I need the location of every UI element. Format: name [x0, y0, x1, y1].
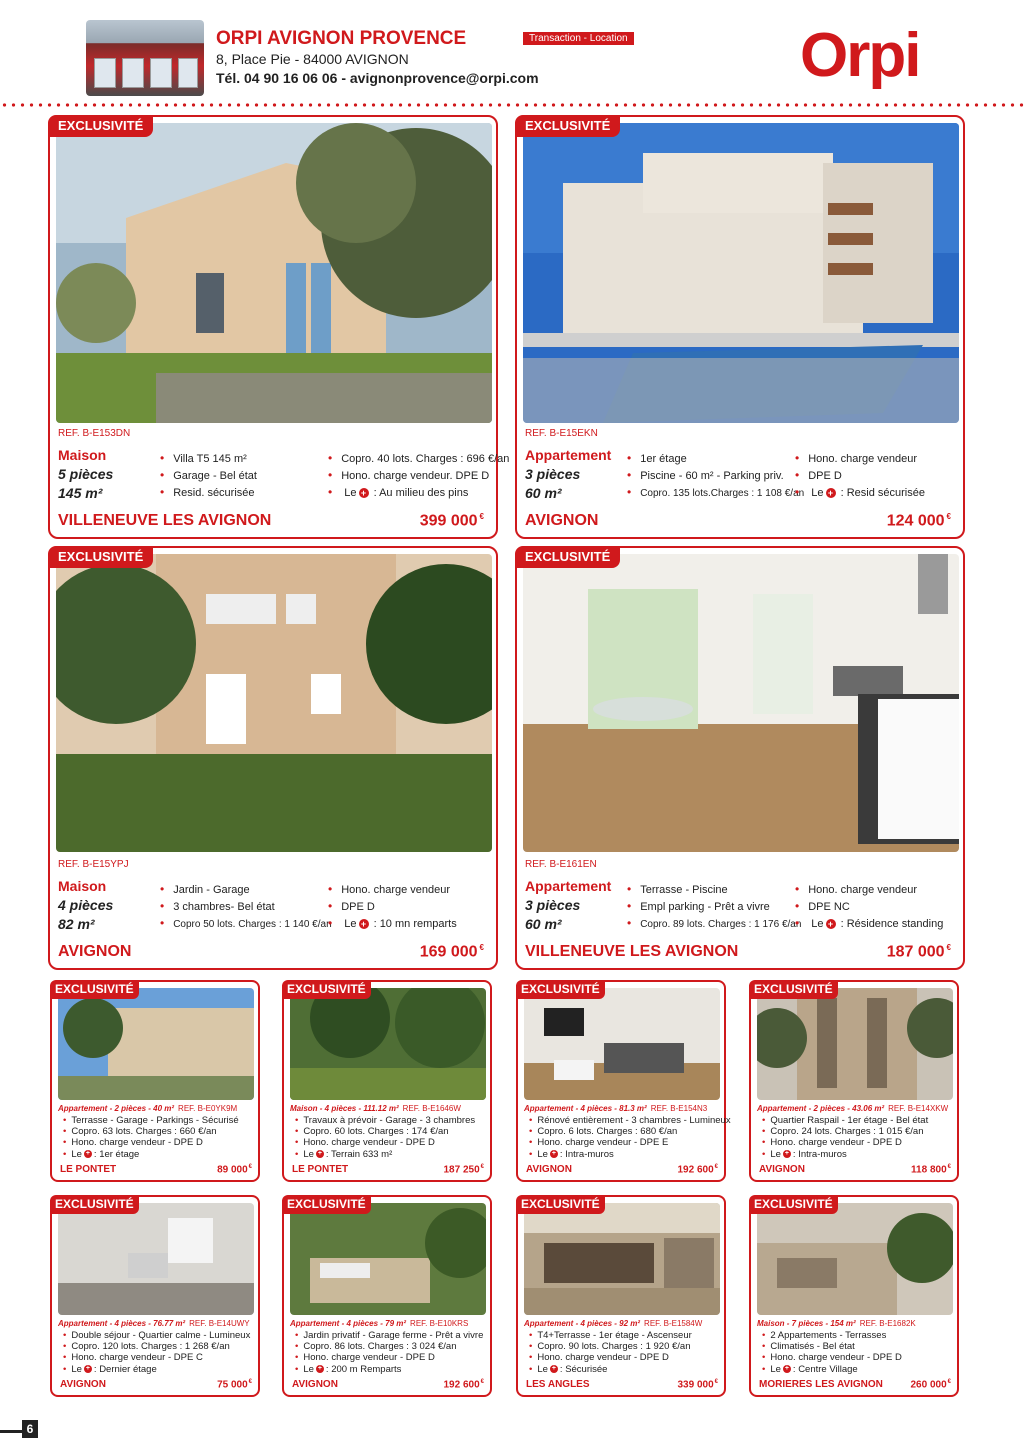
- small-listing-title: [524, 1104, 722, 1113]
- listing-ref: REF. B-E15EKN: [525, 428, 598, 439]
- highlight-text: Au milieu des pins: [379, 487, 469, 499]
- listing-photo: [58, 988, 254, 1100]
- feature-list: [295, 1330, 491, 1375]
- transaction-tag: Transaction - Location: [523, 32, 634, 45]
- plus-label: Le: [811, 918, 824, 930]
- listing-ref: REF. B-E10KRS: [410, 1319, 469, 1328]
- listing-photo: [523, 123, 959, 423]
- listing-feature: • Copro 50 lots. Charges : 1 140 €/an: [160, 916, 332, 930]
- listing-feature: • Copro. 89 lots. Charges : 1 176 €/an: [627, 916, 801, 930]
- listing-rooms: 5 pièces: [58, 466, 114, 482]
- listing-feature: • Hono. charge vendeur: [328, 882, 450, 896]
- small-listing-card[interactable]: [516, 1195, 726, 1397]
- listing-city: LES ANGLES: [526, 1379, 590, 1390]
- listing-feature: • Double séjour - Quartier calme - Lumineux: [63, 1330, 259, 1341]
- listing-feature: • Villa T5 145 m²: [160, 451, 247, 465]
- listing-price-wrap: [678, 1379, 719, 1390]
- exclusivity-badge: EXCLUSIVITÉ: [515, 546, 620, 568]
- listing-feature: • Copro. 90 lots. Charges : 1 920 €/an: [529, 1341, 725, 1352]
- listing-price: 192 600: [677, 1164, 714, 1176]
- listing-summary: Appartement - 4 pièces - 81.3 m²: [524, 1104, 647, 1113]
- currency: €: [248, 1379, 252, 1385]
- listing-feature-highlight: • Le + : Resid sécurisée: [795, 485, 925, 499]
- plus-icon: +: [359, 488, 369, 498]
- listing-feature-highlight: • Le + : 200 m Remparts: [295, 1364, 491, 1375]
- listing-city: AVIGNON: [60, 1379, 106, 1390]
- listing-city: AVIGNON: [292, 1379, 338, 1390]
- listing-feature: • T4+Terrasse - 1er étage - Ascenseur: [529, 1330, 725, 1341]
- listing-price-wrap: [217, 1379, 252, 1390]
- listing-price-wrap: [217, 1164, 252, 1175]
- listing-feature: • Hono. charge vendeur - DPE D: [295, 1137, 491, 1148]
- listing-photo: [290, 988, 486, 1100]
- listing-price: 187 250: [443, 1164, 480, 1176]
- listing-feature: • Empl parking - Prêt a vivre: [627, 899, 770, 913]
- listing-feature: • 3 chambres- Bel état: [160, 899, 275, 913]
- listing-card[interactable]: [48, 546, 498, 970]
- listing-card[interactable]: [515, 546, 965, 970]
- agency-address: 8, Place Pie - 84000 AVIGNON: [216, 51, 409, 67]
- listing-ref: REF. B-E161EN: [525, 859, 597, 870]
- listing-type: Appartement: [525, 447, 612, 463]
- currency: €: [714, 1164, 718, 1170]
- listing-city: LE PONTET: [60, 1164, 117, 1175]
- listing-price: 187 000: [886, 943, 945, 961]
- feature-list: [529, 1115, 731, 1160]
- small-listing-title: [290, 1319, 488, 1328]
- listing-ref: REF. B-E14UWY: [189, 1319, 250, 1328]
- listing-rooms: 3 pièces: [525, 466, 581, 482]
- listing-price: 260 000: [910, 1379, 947, 1391]
- highlight-text: Intra-muros: [798, 1148, 847, 1160]
- listing-summary: Appartement - 4 pièces - 79 m²: [290, 1319, 407, 1328]
- listing-feature: • Copro. 24 lots. Charges : 1 015 €/an: [762, 1126, 958, 1137]
- page-number-label: 6: [22, 1420, 38, 1438]
- listing-feature-highlight: • Le + : Terrain 633 m²: [295, 1149, 491, 1160]
- listing-city: AVIGNON: [525, 512, 599, 529]
- currency: €: [479, 512, 484, 521]
- exclusivity-badge: EXCLUSIVITÉ: [50, 980, 139, 999]
- listing-photo: [757, 1203, 953, 1315]
- highlight-text: 200 m Remparts: [331, 1363, 402, 1375]
- highlight-text: 1er étage: [99, 1148, 140, 1160]
- highlight-text: Sécurisée: [565, 1363, 608, 1375]
- exclusivity-badge: EXCLUSIVITÉ: [516, 1195, 605, 1214]
- small-listing-card[interactable]: [516, 980, 731, 1182]
- small-listing-title: [757, 1104, 955, 1113]
- listing-price-wrap: [444, 1379, 485, 1390]
- plus-icon: +: [85, 1365, 90, 1373]
- listing-feature: • DPE D: [795, 468, 842, 482]
- currency: €: [714, 1379, 718, 1385]
- listing-feature-highlight: • Le + : Intra-muros: [762, 1149, 958, 1160]
- listing-price: 169 000: [419, 943, 478, 961]
- listing-feature-highlight: • Le + : 1er étage: [63, 1149, 259, 1160]
- small-listing-title: [290, 1104, 488, 1113]
- listing-city: AVIGNON: [759, 1164, 805, 1175]
- listing-feature: • Hono. charge vendeur. DPE D: [328, 468, 489, 482]
- listing-feature: • Copro. 40 lots. Charges : 696 €/an: [328, 451, 509, 465]
- listing-ref: REF. B-E153DN: [58, 428, 131, 439]
- listing-feature: • Piscine - 60 m² - Parking priv.: [627, 468, 784, 482]
- listing-feature: • Terrasse - Piscine: [627, 882, 728, 896]
- listing-feature-highlight: • Le + : Dernier étage: [63, 1364, 259, 1375]
- plus-label: Le: [344, 487, 357, 499]
- agency-name: ORPI AVIGNON PROVENCE: [216, 28, 467, 49]
- currency: €: [947, 1379, 951, 1385]
- currency: €: [480, 1164, 484, 1170]
- exclusivity-badge: EXCLUSIVITÉ: [749, 1195, 838, 1214]
- listing-area: 145 m²: [58, 485, 103, 501]
- agency-contact[interactable]: Tél. 04 90 16 06 06 - avignonprovence@orpi.com: [216, 70, 539, 86]
- listing-feature: • Terrasse - Garage - Parkings - Sécurisé: [63, 1115, 259, 1126]
- listing-feature-highlight: • Le + : Sécurisée: [529, 1364, 725, 1375]
- listing-city: LE PONTET: [292, 1164, 349, 1175]
- small-listing-card[interactable]: [282, 1195, 492, 1397]
- exclusivity-badge: EXCLUSIVITÉ: [282, 1195, 371, 1214]
- listing-feature: • Climatisés - Bel état: [762, 1341, 958, 1352]
- listing-photo: [524, 988, 720, 1100]
- listing-ref: REF. B-E1584W: [644, 1319, 703, 1328]
- listing-feature: • Rénové entièrement - 3 chambres - Lumineux: [529, 1115, 725, 1126]
- plus-icon: +: [85, 1150, 90, 1158]
- listing-feature-highlight: • Le + : Centre Village: [762, 1364, 958, 1375]
- small-listing-title: [58, 1104, 256, 1113]
- listing-ref: REF. B-E15YPJ: [58, 859, 129, 870]
- listing-city: AVIGNON: [58, 943, 132, 960]
- listing-price-wrap: [420, 943, 484, 961]
- small-listing-card[interactable]: [749, 980, 959, 1182]
- currency: €: [480, 1379, 484, 1385]
- highlight-text: Résidence standing: [846, 918, 944, 930]
- listing-feature: • Copro. 135 lots.Charges : 1 108 €/an: [627, 485, 804, 499]
- listing-city: AVIGNON: [526, 1164, 572, 1175]
- listing-summary: Appartement - 2 pièces - 43.06 m²: [757, 1104, 885, 1113]
- listing-photo: [523, 554, 959, 852]
- small-listing-card[interactable]: [50, 1195, 260, 1397]
- listing-ref: REF. B-E1682K: [859, 1319, 916, 1328]
- listing-feature: • Quartier Raspail - 1er étage - Bel état: [762, 1115, 958, 1126]
- highlight-text: 10 mn remparts: [379, 918, 457, 930]
- listing-feature: • Hono. charge vendeur - DPE D: [762, 1137, 958, 1148]
- listing-ref: REF. B-E14XKW: [888, 1104, 949, 1113]
- listing-feature: • Hono. charge vendeur: [795, 451, 917, 465]
- listing-feature: • Hono. charge vendeur - DPE D: [295, 1352, 491, 1363]
- listing-area: 60 m²: [525, 916, 562, 932]
- listing-price-wrap: [887, 512, 951, 530]
- small-listing-card[interactable]: [282, 980, 492, 1182]
- listing-feature-highlight: • Le + : 10 mn remparts: [328, 916, 457, 930]
- exclusivity-badge: EXCLUSIVITÉ: [50, 1195, 139, 1214]
- highlight-text: Resid sécurisée: [846, 487, 925, 499]
- dotted-divider: [0, 102, 1024, 108]
- small-listing-title: [524, 1319, 722, 1328]
- listing-feature: • DPE D: [328, 899, 375, 913]
- plus-icon: +: [826, 919, 836, 929]
- listing-price-wrap: [911, 1164, 951, 1175]
- listing-feature: • Garage - Bel état: [160, 468, 257, 482]
- listing-photo: [58, 1203, 254, 1315]
- listing-photo: [757, 988, 953, 1100]
- listing-feature: • Travaux à prévoir - Garage - 3 chambres: [295, 1115, 491, 1126]
- listing-feature: • Hono. charge vendeur - DPE D: [63, 1137, 259, 1148]
- listing-feature: • Copro. 6 lots. Charges : 680 €/an: [529, 1126, 725, 1137]
- listing-summary: Appartement - 2 pièces - 40 m²: [58, 1104, 175, 1113]
- feature-list: [63, 1115, 259, 1160]
- exclusivity-badge: EXCLUSIVITÉ: [48, 546, 153, 568]
- currency: €: [946, 943, 951, 952]
- listing-rooms: 3 pièces: [525, 897, 581, 913]
- small-listing-title: [757, 1319, 955, 1328]
- listing-ref: REF. B-E0YK9M: [178, 1104, 238, 1113]
- listing-summary: Maison - 7 pièces - 154 m²: [757, 1319, 856, 1328]
- listing-feature: • Jardin - Garage: [160, 882, 250, 896]
- listing-price: 75 000: [217, 1379, 248, 1391]
- listing-feature: • Hono. charge vendeur - DPE C: [63, 1352, 259, 1363]
- listing-price-wrap: [420, 512, 484, 530]
- exclusivity-badge: EXCLUSIVITÉ: [48, 115, 153, 137]
- plus-label: Le: [344, 918, 357, 930]
- listing-photo: [56, 123, 492, 423]
- listing-type: Maison: [58, 447, 107, 463]
- currency: €: [479, 943, 484, 952]
- listing-price-wrap: [911, 1379, 952, 1390]
- listing-card[interactable]: [515, 115, 965, 539]
- listing-type: Appartement: [525, 878, 612, 894]
- listing-price-wrap: [887, 943, 951, 961]
- listing-feature: • Jardin privatif - Garage ferme - Prêt a vivre: [295, 1330, 491, 1341]
- listing-rooms: 4 pièces: [58, 897, 114, 913]
- listing-type: Maison: [58, 878, 107, 894]
- highlight-text: Dernier étage: [99, 1363, 157, 1375]
- listing-card[interactable]: [48, 115, 510, 539]
- exclusivity-badge: EXCLUSIVITÉ: [516, 980, 605, 999]
- plus-icon: +: [359, 919, 369, 929]
- exclusivity-badge: EXCLUSIVITÉ: [749, 980, 838, 999]
- listing-feature: • Copro. 86 lots. Charges : 3 024 €/an: [295, 1341, 491, 1352]
- listing-price-wrap: [444, 1164, 485, 1175]
- listing-ref: REF. B-E154N3: [650, 1104, 708, 1113]
- currency: €: [248, 1164, 252, 1170]
- orpi-logo: Orpi: [800, 21, 920, 90]
- highlight-text: Terrain 633 m²: [331, 1148, 393, 1160]
- listing-price: 118 800: [911, 1164, 947, 1176]
- listing-feature-highlight: • Le + : Au milieu des pins: [328, 485, 468, 499]
- listing-feature: • DPE NC: [795, 899, 850, 913]
- listing-feature: • Copro. 120 lots. Charges : 1 268 €/an: [63, 1341, 259, 1352]
- listing-summary: Appartement - 4 pièces - 92 m²: [524, 1319, 641, 1328]
- listing-feature-highlight: • Le + : Intra-muros: [529, 1149, 725, 1160]
- exclusivity-badge: EXCLUSIVITÉ: [282, 980, 371, 999]
- exclusivity-badge: EXCLUSIVITÉ: [515, 115, 620, 137]
- highlight-text: Intra-muros: [565, 1148, 614, 1160]
- plus-icon: +: [826, 488, 836, 498]
- listing-price: 124 000: [886, 512, 945, 530]
- agency-storefront-photo: [86, 20, 204, 96]
- listing-feature: • 1er étage: [627, 451, 687, 465]
- feature-list: [762, 1115, 958, 1160]
- small-listing-title: [58, 1319, 256, 1328]
- currency: €: [946, 512, 951, 521]
- listing-feature-highlight: • Le + : Résidence standing: [795, 916, 943, 930]
- plus-icon: +: [317, 1150, 322, 1158]
- listing-feature: • Hono. charge vendeur - DPE D: [762, 1352, 958, 1363]
- listing-photo: [290, 1203, 486, 1315]
- feature-list: [762, 1330, 958, 1375]
- currency: €: [947, 1164, 951, 1170]
- listing-price: 192 600: [443, 1379, 480, 1391]
- plus-icon: +: [551, 1150, 556, 1158]
- plus-icon: +: [784, 1150, 789, 1158]
- page-number-rule: [0, 1430, 22, 1433]
- listing-price: 399 000: [419, 512, 478, 530]
- plus-label: Le: [811, 487, 824, 499]
- small-listing-card[interactable]: [749, 1195, 959, 1397]
- listing-summary: Appartement - 4 pièces - 76.77 m²: [58, 1319, 186, 1328]
- small-listing-card[interactable]: [50, 980, 260, 1182]
- highlight-text: Centre Village: [798, 1363, 858, 1375]
- listing-city: VILLENEUVE LES AVIGNON: [525, 943, 739, 960]
- listing-city: VILLENEUVE LES AVIGNON: [58, 512, 272, 529]
- listing-ref: REF. B-E1646W: [402, 1104, 461, 1113]
- listing-feature: • Copro. 60 lots. Charges : 174 €/an: [295, 1126, 491, 1137]
- plus-icon: +: [551, 1365, 556, 1373]
- listing-feature: • Hono. charge vendeur - DPE E: [529, 1137, 725, 1148]
- listing-feature: • Hono. charge vendeur - DPE D: [529, 1352, 725, 1363]
- listing-summary: Maison - 4 pièces - 111.12 m²: [290, 1104, 399, 1113]
- listing-feature: • Hono. charge vendeur: [795, 882, 917, 896]
- listing-price-wrap: [678, 1164, 719, 1175]
- listing-price: 339 000: [677, 1379, 714, 1391]
- page-number: [0, 1420, 40, 1438]
- listing-photo: [524, 1203, 720, 1315]
- listing-area: 82 m²: [58, 916, 95, 932]
- plus-icon: +: [317, 1365, 322, 1373]
- listing-photo: [56, 554, 492, 852]
- listing-feature: • Copro. 63 lots. Charges : 660 €/an: [63, 1126, 259, 1137]
- feature-list: [529, 1330, 725, 1375]
- listing-area: 60 m²: [525, 485, 562, 501]
- listing-feature: • Resid. sécurisée: [160, 485, 255, 499]
- feature-list: [63, 1330, 259, 1375]
- plus-icon: +: [784, 1365, 789, 1373]
- listing-feature: • 2 Appartements - Terrasses: [762, 1330, 958, 1341]
- listing-city: MORIERES LES AVIGNON: [759, 1379, 883, 1390]
- listing-price: 89 000: [217, 1164, 248, 1176]
- feature-list: [295, 1115, 491, 1160]
